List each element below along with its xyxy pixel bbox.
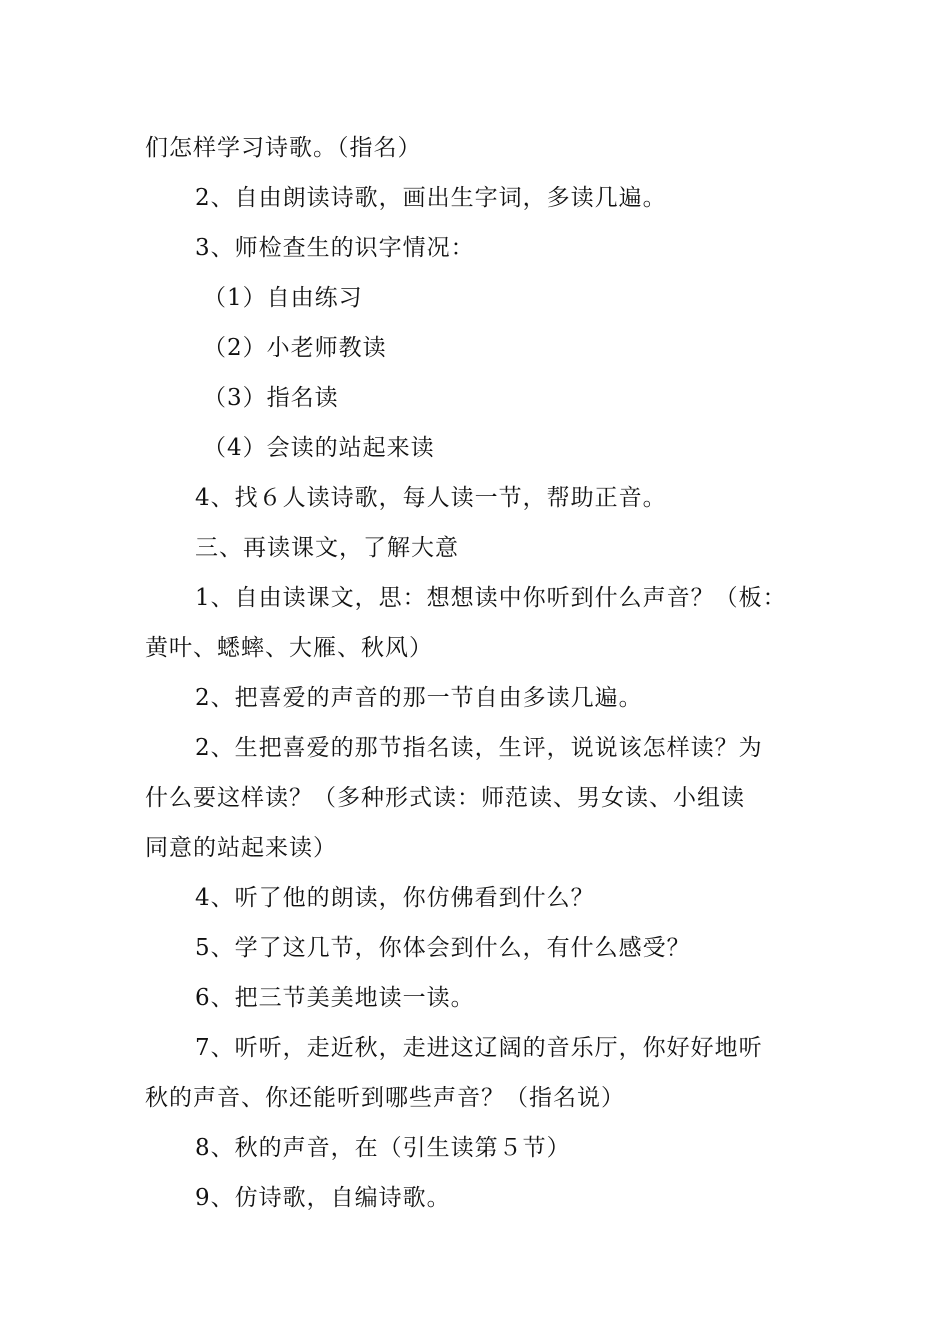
text-line: 2、生把喜爱的那节指名读，生评，说说该怎样读？为 <box>195 735 763 761</box>
text-line: 7、听听，走近秋，走进这辽阔的音乐厅，你好好地听 <box>195 1035 763 1061</box>
text-line: 4、找６人读诗歌，每人读一节，帮助正音。 <box>195 485 667 511</box>
text-line: 2、自由朗读诗歌，画出生字词，多读几遍。 <box>195 185 667 211</box>
text-line: （2）小老师教读 <box>203 335 387 361</box>
text-line: 2、把喜爱的声音的那一节自由多读几遍。 <box>195 685 643 711</box>
text-line: 3、师检查生的识字情况： <box>195 235 475 261</box>
text-line: （4）会读的站起来读 <box>203 435 435 461</box>
text-line: （1）自由练习 <box>203 285 363 311</box>
text-line: 6、把三节美美地读一读。 <box>195 985 475 1011</box>
text-line: 秋的声音、你还能听到哪些声音？（指名说） <box>145 1085 625 1111</box>
text-line: 1、自由读课文，思：想想读中你听到什么声音？（板： <box>195 585 787 611</box>
text-line: 们怎样学习诗歌。（指名） <box>145 135 422 161</box>
section-heading: 三、再读课文，了解大意 <box>195 535 459 561</box>
text-line: 5、学了这几节，你体会到什么，有什么感受？ <box>195 935 691 961</box>
text-line: 9、仿诗歌，自编诗歌。 <box>195 1185 451 1211</box>
text-line: 同意的站起来读） <box>145 835 337 861</box>
text-line: 黄叶、蟋蟀、大雁、秋风） <box>145 635 433 661</box>
text-line: 什么要这样读？（多种形式读：师范读、男女读、小组读 <box>145 785 745 811</box>
text-line: 4、听了他的朗读，你仿佛看到什么？ <box>195 885 595 911</box>
text-line: （3）指名读 <box>203 385 339 411</box>
text-line: 8、秋的声音，在（引生读第５节） <box>195 1135 571 1161</box>
